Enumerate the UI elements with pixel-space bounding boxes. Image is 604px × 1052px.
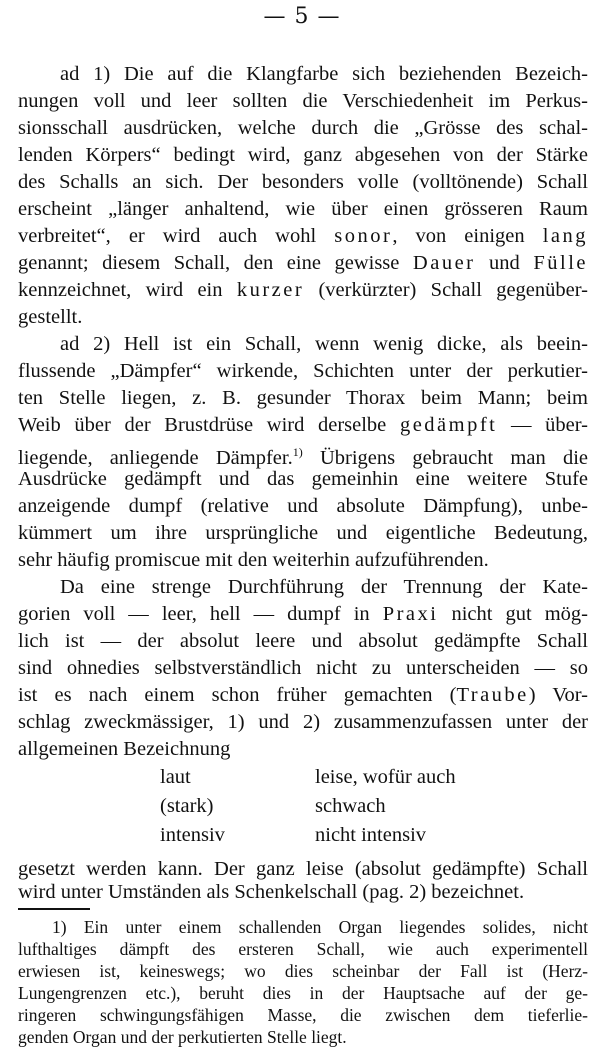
text-line: flussende „Dämpfer“ wirkende, Schichten unter der perkutier- xyxy=(18,360,588,382)
text-line: lenden Körpers“ bedingt wird, ganz abgesehen von der Stärke xyxy=(18,144,588,166)
text-line: sionsschall ausdrücken, welche durch die „Grösse des schal- xyxy=(18,117,588,139)
text-line: allgemeinen Bezeichnung xyxy=(18,738,231,760)
spaced-term: Dauer xyxy=(412,252,476,274)
term-left: intensiv xyxy=(160,824,225,846)
spaced-term: Traube xyxy=(456,684,529,706)
text-line: Weib über der Brustdrüse wird derselbe gedämpft — über- xyxy=(18,414,588,436)
text-line: erscheint „länger anhaltend, wie über einen grösseren Raum xyxy=(18,198,588,220)
text-line: kümmert um ihre ursprüngliche und eigentliche Bedeutung, xyxy=(18,522,588,544)
text-line: des Schalls an sich. Der besonders volle (volltönende) Schall xyxy=(18,171,588,193)
term-left: laut xyxy=(160,766,191,788)
footnote-ref: 1) xyxy=(292,445,303,459)
text-line: genannt; diesem Schall, den eine gewisse Dauer und Fülle xyxy=(18,252,589,274)
footnote-line: genden Organ und der perkutierten Stelle liegt. xyxy=(18,1027,347,1047)
text-line: wird unter Umständen als Schenkelschall (pag. 2) bezeichnet. xyxy=(18,881,525,903)
spaced-term: gedämpft xyxy=(399,414,498,436)
text-line: gesetzt werden kann. Der ganz leise (absolut gedämpfte) Schall xyxy=(18,858,588,880)
text-line: gestellt. xyxy=(18,306,83,328)
footnote-line: Lungengrenzen etc.), beruht dies in der Hauptsache auf der ge- xyxy=(18,983,588,1003)
footnote-line: erwiesen ist, keineswegs; wo dies scheinbar der Fall ist (Herz- xyxy=(18,961,588,981)
text-line: schlag zweckmässiger, 1) und 2) zusammenzufassen unter der xyxy=(18,711,588,733)
text-line: Ausdrücke gedämpft und das gemeinhin eine weitere Stufe xyxy=(18,468,588,490)
footnote-line: 1) Ein unter einem schallenden Organ liegendes solides, nicht xyxy=(52,917,588,937)
footnote-line: ringeren schwingungsfähigen Masse, die zwischen dem tieferlie- xyxy=(18,1005,588,1025)
text-line: liegende, anliegende Dämpfer.$^{1)}$ Übrigens gebraucht man die xyxy=(18,445,589,469)
text-line: ad 2) Hell ist ein Schall, wenn wenig dicke, als beein- xyxy=(60,333,588,355)
text-line: ad 1) Die auf die Klangfarbe sich beziehenden Bezeich- xyxy=(60,63,588,85)
text-line: sehr häufig promiscue mit den weiterhin aufzuführenden. xyxy=(18,549,489,571)
text-line: ten Stelle liegen, z. B. gesunder Thorax beim Mann; beim xyxy=(18,387,588,409)
text-line: ist es nach einem schon früher gemachten (Traube) Vor- xyxy=(18,684,588,706)
spaced-term: Praxi xyxy=(382,603,439,625)
spaced-term: lang xyxy=(542,225,588,247)
text-line: kennzeichnet, wird ein kurzer (verkürzter) Schall gegenüber- xyxy=(18,279,588,301)
text-line: sind ohnedies selbstverständlich nicht zu unterscheiden — so xyxy=(18,657,588,679)
text-line: nungen voll und leer sollten die Verschiedenheit im Perkus- xyxy=(18,90,588,112)
term-right: leise, wofür auch xyxy=(315,766,456,788)
spaced-term: sonor xyxy=(334,225,393,247)
text-line: anzeigende dumpf (relative und absolute Dämpfung), unbe- xyxy=(18,495,588,517)
text-line: gorien voll — leer, hell — dumpf in Praxi nicht gut mög- xyxy=(18,603,588,625)
text-line: Da eine strenge Durchführung der Trennung der Kate- xyxy=(60,576,588,598)
footnote-rule xyxy=(18,908,90,910)
page-number: — 5 — xyxy=(263,4,341,29)
spaced-term: kurzer xyxy=(236,279,305,301)
term-right: nicht intensiv xyxy=(315,824,427,846)
term-right: schwach xyxy=(315,795,386,817)
spaced-term: Fülle xyxy=(533,252,589,274)
text-line: lich ist — der absolut leere und absolut gedämpfte Schall xyxy=(18,630,588,652)
term-left: (stark) xyxy=(160,795,214,817)
footnote-line: lufthaltiges dämpft des ersteren Schall, wie auch experimentell xyxy=(18,939,588,959)
text-line: verbreitet“, er wird auch wohl sonor, von einigen lang xyxy=(18,225,588,247)
